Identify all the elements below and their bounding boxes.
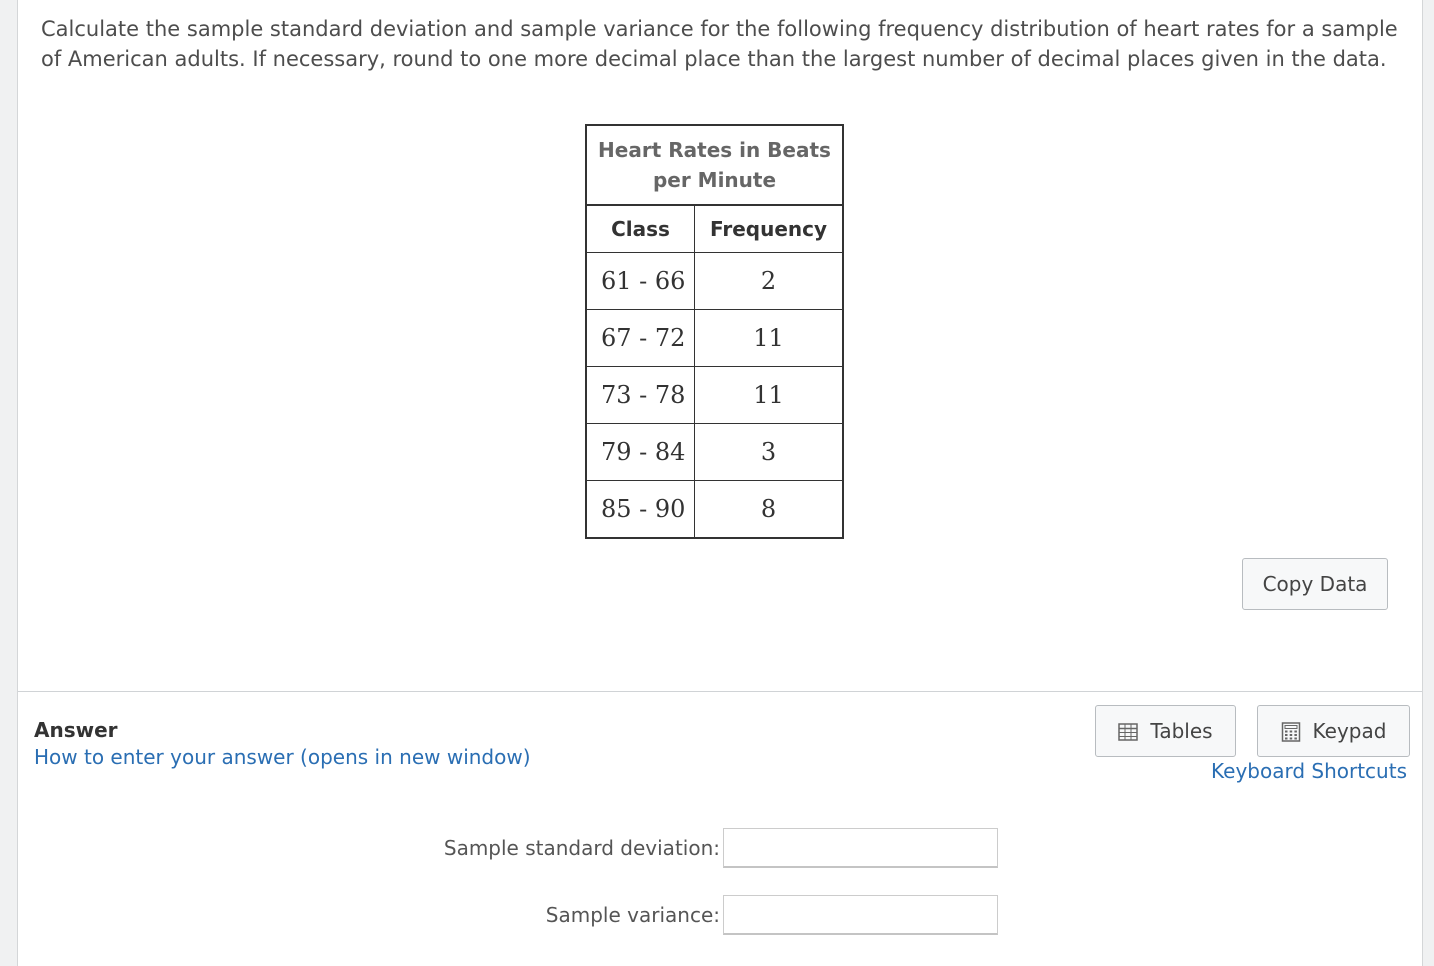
keyboard-shortcuts-link[interactable]: Keyboard Shortcuts [1211, 759, 1407, 783]
table-caption [586, 125, 843, 205]
keypad-button[interactable] [1257, 705, 1410, 757]
table-row [586, 481, 843, 539]
tables-button[interactable] [1095, 705, 1236, 757]
section-divider [18, 691, 1422, 692]
table-grid-icon [1118, 722, 1138, 740]
copy-data-button[interactable] [1242, 558, 1388, 610]
frequency-cell: 3 [695, 424, 844, 481]
sample-sd-input[interactable] [723, 828, 998, 868]
how-to-enter-answer-link[interactable]: How to enter your answer (opens in new window) [34, 745, 531, 769]
frequency-table [585, 124, 844, 539]
table-caption-row [586, 125, 843, 205]
class-cell: 61 - 66 [586, 253, 695, 310]
calculator-keypad-icon [1281, 722, 1301, 740]
table-caption-line-1: Heart Rates in Beats [598, 138, 831, 162]
sample-variance-input[interactable] [723, 895, 998, 935]
sample-sd-label: Sample standard deviation: [443, 836, 720, 860]
class-cell: 73 - 78 [586, 367, 695, 424]
frequency-cell: 2 [695, 253, 844, 310]
answer-title: Answer [34, 718, 118, 742]
table-row [586, 424, 843, 481]
frequency-cell: 11 [695, 367, 844, 424]
table-caption-line-2: per Minute [652, 168, 777, 192]
class-cell: 79 - 84 [586, 424, 695, 481]
sample-variance-label: Sample variance: [545, 903, 720, 927]
class-cell: 85 - 90 [586, 481, 695, 539]
question-text: Calculate the sample standard deviation and sample variance for the following frequency distribution of heart rates for a sample of American adults. If necessary, round to one more decimal place than the largest number of decimal places given in the data. [41, 17, 1398, 71]
table-row [586, 253, 843, 310]
copy-data-label: Copy Data [1262, 572, 1368, 596]
column-header-class: Class [586, 205, 695, 253]
keypad-label: Keypad [1312, 719, 1387, 743]
frequency-cell: 11 [695, 310, 844, 367]
table-row [586, 310, 843, 367]
class-cell: 67 - 72 [586, 310, 695, 367]
tables-label: Tables [1150, 719, 1213, 743]
table-header-row [586, 205, 843, 253]
table-row [586, 367, 843, 424]
question-panel [17, 0, 1423, 966]
frequency-cell: 8 [695, 481, 844, 539]
column-header-frequency: Frequency [695, 205, 844, 253]
